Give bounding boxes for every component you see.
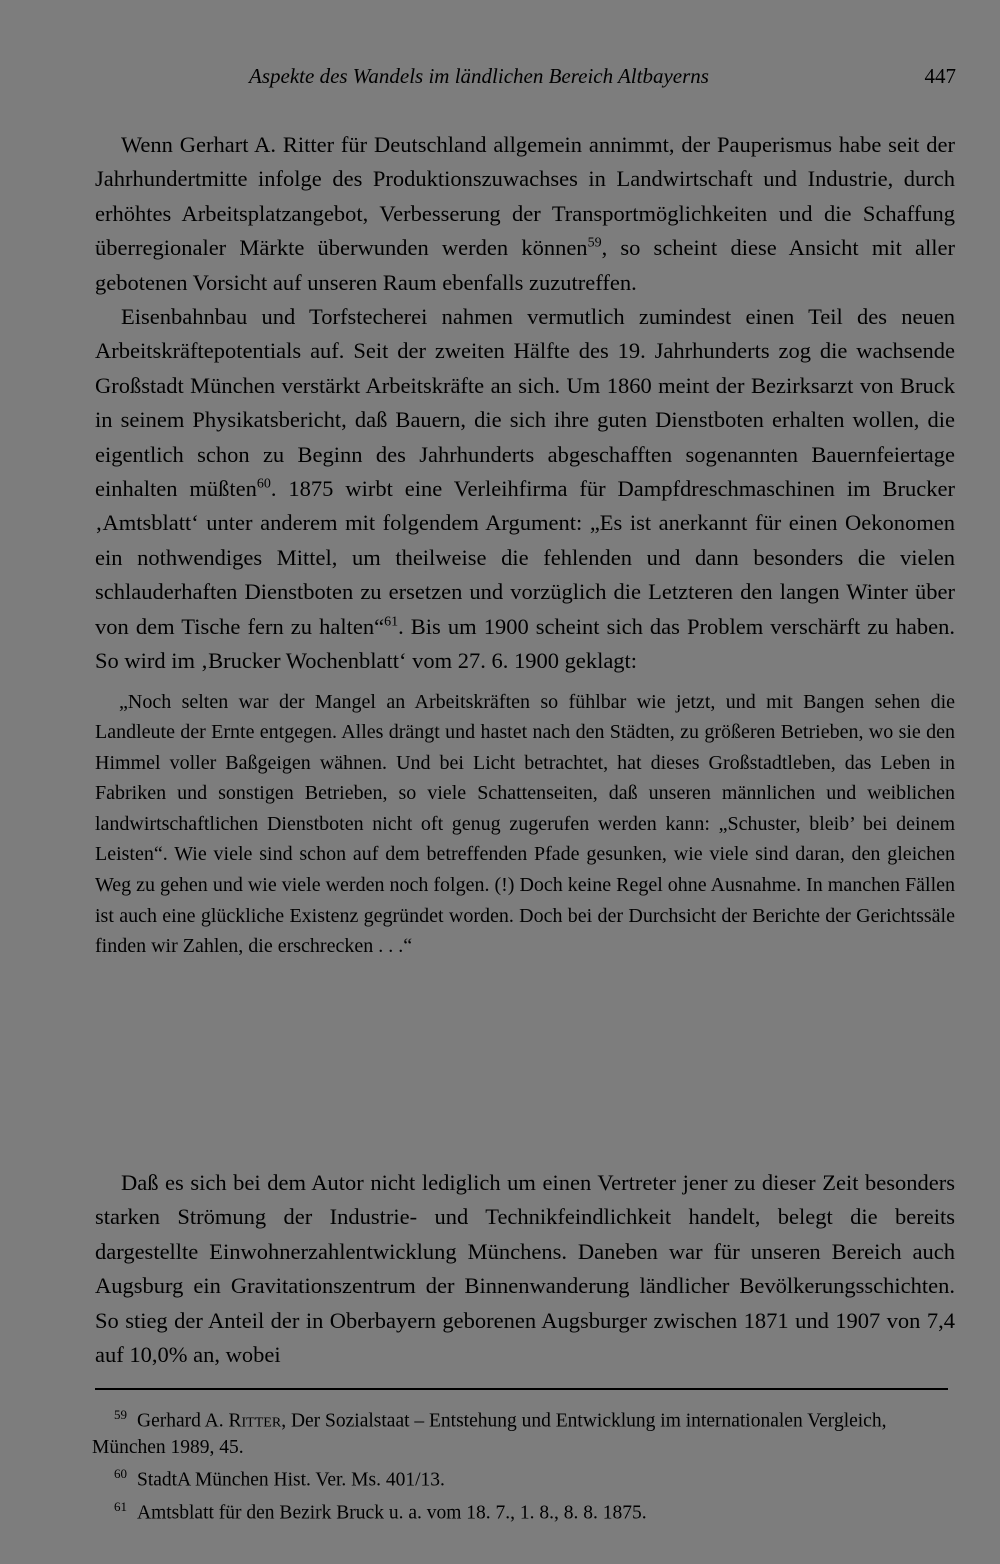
running-title: Aspekte des Wandels im ländlichen Bereich Altbayerns xyxy=(249,64,709,88)
footnote-ref-61: 61 xyxy=(384,614,399,630)
footnote-text: Gerhard A. xyxy=(137,1410,229,1432)
footnote-number: 60 xyxy=(114,1465,127,1481)
paragraph-3: Daß es sich bei dem Autor nicht lediglich um einen Vertreter jener zu dieser Zeit besonders starken Strömung der Industrie- und Technikfeindlichkeit handelt, belegt die bereits dargestellte Einwohnerzahlentwicklung Münchens. Daneben war für unseren Bereich auch Augsburg ein Gravitationszentrum der Binnenwanderung ländlicher Bevölkerungsschichten. So stieg der Anteil der in Oberbayern geborenen Augsburger zwischen 1871 und 1907 von 7,4 auf 10,0% an, wobei xyxy=(95,1170,955,1368)
running-head xyxy=(92,64,956,96)
paragraph-1-part-2: , so scheint diese Ansicht mit aller gebotenen Vorsicht auf unseren Raum ebenfalls zuzutreffen. xyxy=(95,235,955,295)
footnotes xyxy=(92,1402,955,1526)
paragraph-2 xyxy=(95,300,955,678)
block-quote: „Noch selten war der Mangel an Arbeitskräften so fühlbar wie jetzt, und mit Bangen sehen die Landleute der Ernte entgegen. Alles drängt und hastet nach den Städten, zu größeren Betrieben, wo sie den Himmel voller Baßgeigen wähnen. Und bei Licht betrachtet, hat dieses Großstadtleben, das Leben in Fabriken und sonstigen Betrieben, so viele Schattenseiten, daß unseren männlichen und weiblichen landwirtschaftlichen Dienstboten nicht oft genug zugerufen werden kann: „Schuster, bleib’ bei deinem Leisten“. Wie viele sind schon auf dem betreffenden Pfade gesunken, wie viele sind daran, den gleichen Weg zu gehen und wie viele werden noch folgen. (!) Doch keine Regel ohne Ausnahme. In manchen Fällen ist auch eine glückliche Existenz gegründet worden. Doch bei der Durchsicht der Berichte der Gerichtssäle finden wir Zahlen, die erschrecken . . .“ xyxy=(95,690,955,958)
paragraph-2-part-2: . 1875 wirbt eine Verleihfirma für Dampfdreschmaschinen im Brucker ‚Amtsblatt‘ unter anderem mit folgendem Argument: „Es ist anerkannt für einen Oekonomen ein nothwendiges Mittel, um theilweise die fehlenden und dann besonders die vielen schlauderhaften Dienstboten zu ersetzen und vorzüglich die Letzteren den langen Winter über von dem Tische fern zu halten“ xyxy=(95,476,955,639)
footnote-60 xyxy=(92,1461,955,1494)
footnote-number: 59 xyxy=(114,1407,127,1422)
footnote-61 xyxy=(92,1494,955,1527)
footnote-ref-60: 60 xyxy=(256,476,271,492)
footnote-59 xyxy=(92,1402,955,1461)
footnote-text: , Der Sozialstaat – Entstehung und Entwicklung im internationalen Vergleich, München 1989, 45. xyxy=(92,1410,887,1458)
footnote-ref-59: 59 xyxy=(587,235,602,251)
paragraph-3-container xyxy=(95,1166,955,1372)
footnote-text: StadtA München Hist. Ver. Ms. 401/13. xyxy=(137,1469,445,1491)
paragraph-2-part-1: Eisenbahnbau und Torfstecherei nahmen vermutlich zumindest einen Teil des neuen Arbeitskräftepotentials auf. Seit der zweiten Hälfte des 19. Jahrhunderts zog die wachsende Großstadt München verstärkt Arbeitskräfte an sich. Um 1860 meint der Bezirksarzt von Bruck in seinem Physikatsbericht, daß Bauern, die sich ihre guten Dienstboten erhalten wollen, die eigentlich schon zu Beginn des Jahrhunderts abgeschafften sogenannten Bauernfeiertage einhalten müßten xyxy=(95,304,955,502)
footnote-number: 61 xyxy=(114,1498,127,1514)
paragraph-1 xyxy=(95,128,955,300)
footnote-text: Amtsblatt für den Bezirk Bruck u. a. vom 18. 7., 1. 8., 8. 8. 1875. xyxy=(137,1502,647,1524)
footnote-divider xyxy=(95,1388,948,1390)
paragraph-2-part-3: . Bis um 1900 scheint sich das Problem verschärft zu haben. So wird im ‚Brucker Wochenblatt‘ vom 27. 6. 1900 geklagt: xyxy=(95,613,955,674)
footnote-author: Ritter xyxy=(228,1410,282,1432)
body-text xyxy=(95,128,955,962)
paragraph-1-part-1: Wenn Gerhart A. Ritter für Deutschland allgemein annimmt, der Pauperismus habe seit der Jahrhundertmitte infolge des Produktionszuwachses in Landwirtschaft und Industrie, durch erhöhtes Arbeitsplatzangebot, Verbesserung der Transportmöglichkeiten und die Schaffung überregionaler Märkte überwunden werden können xyxy=(95,132,955,261)
page-number: 447 xyxy=(924,64,956,88)
